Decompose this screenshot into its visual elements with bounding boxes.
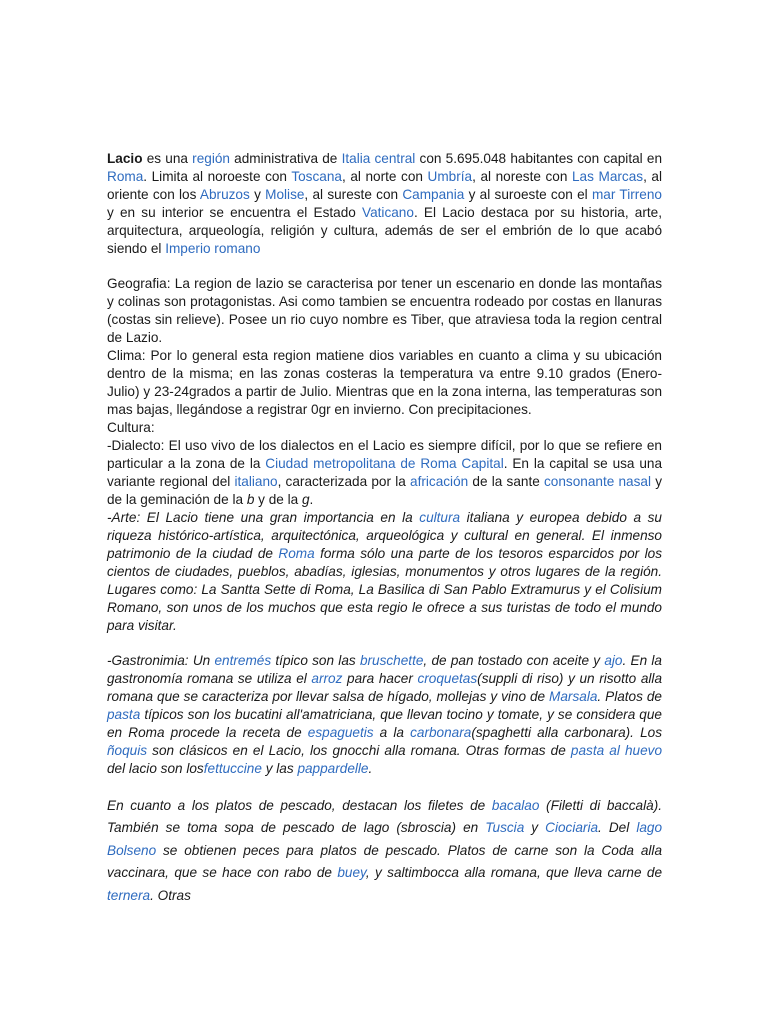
link-bruschette[interactable]: bruschette bbox=[359, 653, 424, 668]
link-espaguetis[interactable]: espaguetis bbox=[307, 725, 374, 740]
text: son clásicos en el Lacio, los gnocchi alla romana. Otras formas de bbox=[147, 743, 571, 758]
text: , de pan tostado con aceite y bbox=[423, 653, 605, 668]
link-mar-tirreno[interactable]: mar Tirreno bbox=[591, 187, 662, 202]
text: . Otras bbox=[150, 887, 191, 903]
text: -Dialecto: El uso vivo de los dialectos en el Lacio es siempre difícil, por lo que se refiere en particular a la zona de la bbox=[107, 438, 662, 471]
text: , caracterizada por la bbox=[277, 474, 411, 489]
link-campania[interactable]: Campania bbox=[402, 187, 465, 202]
text: , al sureste con bbox=[304, 187, 403, 202]
link-molise[interactable]: Molise bbox=[265, 187, 305, 202]
link-roma[interactable]: Roma bbox=[107, 169, 144, 184]
link-marsala[interactable]: Marsala bbox=[549, 689, 598, 704]
text: . Del bbox=[598, 820, 637, 836]
text: a la bbox=[373, 725, 411, 740]
text: y bbox=[524, 820, 546, 836]
text: y al suroeste con el bbox=[464, 187, 592, 202]
dialecto-paragraph bbox=[107, 437, 662, 509]
clima-paragraph: Clima: Por lo general esta region matiene dios variables en cuanto a clima y su ubicación dentro de la misma; en las zonas costeras la temperatura va entre 9.10 grados (Enero-Julio) y 23-24grados a partir de Julio. Mientras que en la zona interna, las temperaturas son mas bajas, llegándose a registrar 0gr en invierno. Con precipitaciones. bbox=[107, 348, 662, 417]
link-roma-arte[interactable]: Roma bbox=[278, 546, 315, 561]
text: . Platos de bbox=[597, 689, 662, 704]
text: se obtienen peces para platos de pescado. Platos de carne son la Coda alla vaccinara, que se hace con rabo de bbox=[107, 842, 662, 881]
text: típico son las bbox=[271, 653, 360, 668]
text: de la sante bbox=[468, 474, 544, 489]
gastronomia-paragraph bbox=[107, 652, 662, 778]
text: con 5.695.048 habitantes con capital en bbox=[415, 151, 663, 166]
pescado-paragraph bbox=[107, 795, 662, 907]
link-vaticano[interactable]: Vaticano bbox=[362, 205, 414, 220]
text: (suppli di riso) y un risotto alla romana que se caracteriza por llevar salsa de hígado, mollejas y vino de bbox=[107, 671, 663, 704]
text: es una bbox=[142, 151, 193, 166]
link-abruzos[interactable]: Abruzos bbox=[199, 187, 250, 202]
text: y de la geminación de la bbox=[107, 474, 663, 507]
link-region[interactable]: región bbox=[192, 151, 230, 166]
link-las-marcas[interactable]: Las Marcas bbox=[572, 169, 644, 184]
link-italiano[interactable]: italiano bbox=[234, 474, 278, 489]
link-buey[interactable]: buey bbox=[337, 865, 366, 881]
link-pappardelle[interactable]: pappardelle bbox=[297, 761, 369, 776]
link-ajo[interactable]: ajo bbox=[604, 653, 623, 668]
text: (spaghetti alla carbonara). Los bbox=[471, 725, 662, 740]
text: , al oriente con los bbox=[107, 169, 662, 202]
text: y de la bbox=[254, 492, 302, 507]
text: italiana y europea debido a su riqueza histórico-artística, arquitectónica, arqueológica y cultural en general. El inmenso patrimonio de la ciudad de bbox=[107, 510, 662, 561]
link-toscana[interactable]: Toscana bbox=[291, 169, 342, 184]
link-umbria[interactable]: Umbría bbox=[427, 169, 473, 184]
text: para hacer bbox=[342, 671, 418, 686]
link-ciociaria[interactable]: Ciociaria bbox=[545, 820, 599, 836]
link-consonante-nasal[interactable]: consonante nasal bbox=[544, 474, 651, 489]
letter-b: b bbox=[246, 492, 255, 507]
term-lacio: Lacio bbox=[107, 151, 143, 166]
link-fettuccine[interactable]: fettuccine bbox=[203, 761, 262, 776]
letter-g: g bbox=[301, 492, 310, 507]
text: En cuanto a los platos de pescado, destacan los filetes de bbox=[107, 798, 492, 813]
text: -Gastronimia: Un bbox=[107, 653, 215, 668]
link-croquetas[interactable]: croquetas bbox=[417, 671, 478, 686]
link-ternera[interactable]: ternera bbox=[107, 887, 151, 903]
text: . bbox=[368, 761, 373, 776]
text: -Arte: El Lacio tiene una gran importancia en la bbox=[107, 510, 420, 525]
link-arroz[interactable]: arroz bbox=[311, 671, 343, 686]
cultura-heading: Cultura: bbox=[107, 420, 155, 435]
link-africacion[interactable]: africación bbox=[410, 474, 469, 489]
link-ciudad-metropolitana[interactable]: Ciudad metropolitana de Roma Capital bbox=[265, 456, 504, 471]
text: , al noreste con bbox=[472, 169, 572, 184]
link-entremes[interactable]: entremés bbox=[214, 653, 272, 668]
link-italia-central[interactable]: Italia central bbox=[341, 151, 416, 166]
text: . En la capital se usa una variante regional del bbox=[107, 456, 663, 489]
text: . El Lacio destaca por su historia, arte, arquitectura, arqueología, religión y cultura, además de ser el embrión de lo que acabó siendo el bbox=[107, 205, 663, 256]
arte-paragraph bbox=[107, 509, 662, 635]
text: típicos son los bucatini all'amatriciana, que llevan tocino y tomate, y se considera que en Roma procede la receta de bbox=[107, 707, 662, 740]
link-bacalao[interactable]: bacalao bbox=[491, 798, 540, 813]
text: , al norte con bbox=[341, 169, 428, 184]
text: . Limita al noroeste con bbox=[143, 169, 292, 184]
link-pasta-al-huevo[interactable]: pasta al huevo bbox=[570, 743, 662, 758]
text: forma sólo una parte de los tesoros esparcidos por los cientos de ciudades, pueblos, abadías, iglesias, monumentos y otros lugares de la región. Lugares como: La Santta Sette di Roma, La Basilica di San Pablo Extramurus y el Colisium Romano, son unos de los muchos que esta regio le ofrece a sus turistas de todo el mundo para visitar. bbox=[107, 546, 662, 633]
link-cultura[interactable]: cultura bbox=[419, 510, 461, 525]
text: del lacio son los bbox=[107, 761, 204, 776]
text: y bbox=[249, 187, 266, 202]
text: administrativa de bbox=[229, 151, 342, 166]
text: y en su interior se encuentra el Estado bbox=[107, 205, 363, 220]
link-imperio-romano[interactable]: Imperio romano bbox=[165, 241, 261, 256]
text: , y saltimbocca alla romana, que lleva carne de bbox=[365, 865, 663, 881]
link-tuscia[interactable]: Tuscia bbox=[485, 820, 525, 836]
link-pasta[interactable]: pasta bbox=[107, 707, 141, 722]
link-lago-bolseno[interactable]: lago Bolseno bbox=[107, 820, 663, 858]
text: . En la gastronomía romana se utiliza el bbox=[107, 653, 662, 686]
link-carbonara[interactable]: carbonara bbox=[410, 725, 472, 740]
text: (Filetti di baccalà). También se toma sopa de pescado de lago (sbroscia) en bbox=[107, 798, 663, 836]
link-noquis[interactable]: ñoquis bbox=[107, 743, 148, 758]
document-page bbox=[107, 150, 662, 907]
text: y las bbox=[261, 761, 298, 776]
intro-paragraph bbox=[107, 150, 662, 258]
geografia-paragraph: Geografia: La region de lazio se caracterisa por tener un escenario en donde las montañas y colinas son protagonistas. Asi como tambien se encuentra rodeado por costas en llanuras (costas sin relieve). Posee un rio cuyo nombre es Tiber, que atraviesa toda la region central de Lazio. bbox=[107, 276, 662, 345]
text: . bbox=[309, 492, 314, 507]
